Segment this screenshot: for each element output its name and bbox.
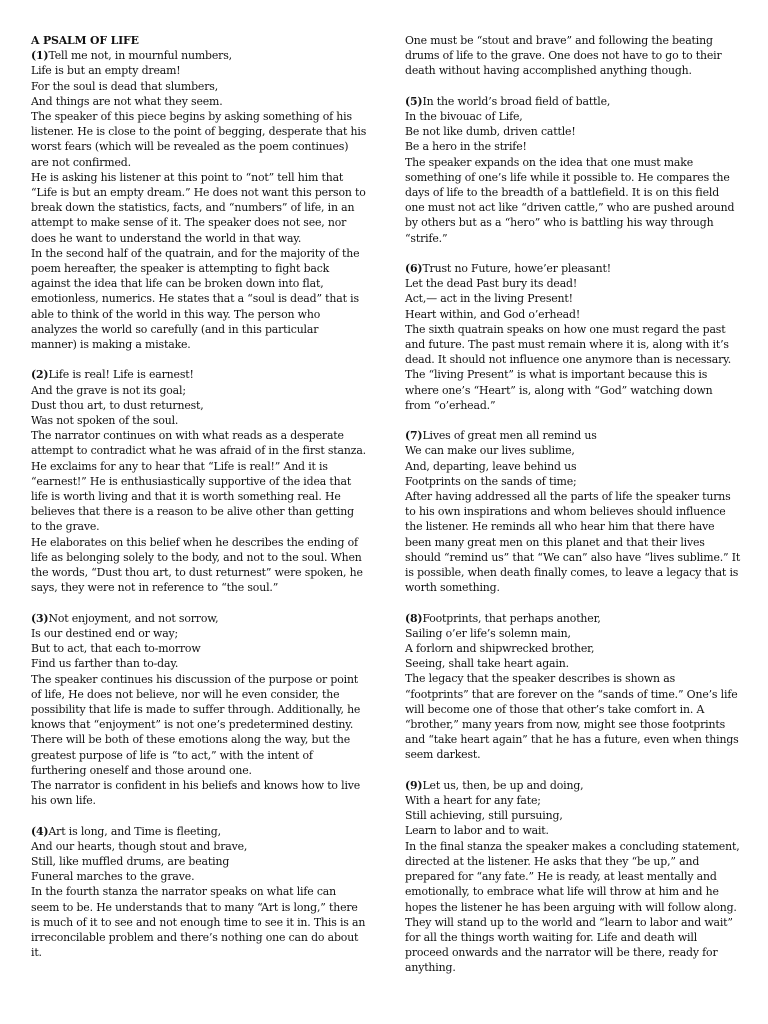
stanza-section — [31, 611, 367, 809]
verse-line — [405, 443, 741, 458]
stanza-number: (5) — [405, 94, 423, 108]
stanza-number: (4) — [31, 824, 49, 838]
verse-line — [405, 94, 741, 109]
verse-line — [31, 398, 367, 413]
verse-text: But to act, that each to-morrow — [31, 642, 201, 656]
commentary-paragraph: After having addressed all the parts of life the speaker turns to his own inspirations and whom believes should influence the listener. He reminds all who hear him that there have been many great men on this planet and that their lives should “remind us” that “We can” also have “lives sublime.” It is possible, when death finally comes, to leave a legacy that is worth something. — [405, 490, 741, 595]
verse-line — [31, 79, 367, 94]
verse-text: And the grave is not its goal; — [31, 383, 186, 397]
verse-text: Sailing o’er life’s solemn main, — [405, 626, 571, 640]
verse-text: Let the dead Past bury its dead! — [405, 277, 578, 291]
verse-line — [405, 611, 741, 626]
stanza-number: (1) — [31, 49, 49, 63]
commentary-paragraph: He elaborates on this belief when he describes the ending of life as belonging solely to the body, and not to the soul. When the words, “Dust thou art, to dust returnest” were spoken, he says, they were not in reference to “the soul.” — [31, 535, 363, 595]
stanza-section — [405, 33, 741, 79]
verse-line — [405, 307, 741, 322]
stanza-section — [31, 367, 367, 595]
verse-text: Be not like dumb, driven cattle! — [405, 125, 576, 139]
stanza-section — [405, 94, 741, 246]
verse-text: For the soul is dead that slumbers, — [31, 79, 219, 93]
stanza-section — [405, 428, 741, 595]
commentary-paragraph: One must be “stout and brave” and following the beating drums of life to the grave. One does not have to go to their death without having accomplished anything though. — [405, 34, 722, 78]
verse-line — [31, 824, 367, 839]
verse-text: Lives of great men all remind us — [422, 429, 597, 443]
commentary-paragraph: In the second half of the quatrain, and for the majority of the poem hereafter, the speaker is attempting to fight back against the idea that life can be broken down into flat, emotionless, numerics. He states that a “soul is dead” that is able to think of the world in this way. The person who analyzes the world so carefully (and in this particular manner) is making a mistake. — [31, 246, 360, 352]
verse-text: Life is but an empty dream! — [31, 64, 181, 78]
verse-text: Not enjoyment, and not sorrow, — [48, 611, 219, 625]
verse-text: A forlorn and shipwrecked brother, — [405, 642, 595, 656]
verse-line — [31, 48, 367, 63]
verse-line — [405, 109, 741, 124]
commentary-paragraph: The narrator continues on with what reads as a desperate attempt to contradict what he was afraid of in the first stanza. He exclaims for any to hear that “Life is real!” And it is “earnest!” He is enthusiastically supportive of the idea that life is worth living and that it is worth something real. He believes that there is a reason to be alive other than getting to the grave. — [31, 429, 366, 534]
stanza-number: (2) — [31, 368, 49, 382]
verse-line — [405, 641, 741, 656]
verse-text: Still achieving, still pursuing, — [405, 809, 563, 823]
verse-text: Heart within, and God o’erhead! — [405, 307, 581, 321]
verse-line — [31, 413, 367, 428]
verse-line — [31, 626, 367, 641]
document-title: A PSALM OF LIFE — [31, 34, 139, 47]
stanza-section — [405, 261, 741, 413]
verse-text: Life is real! Life is earnest! — [48, 368, 194, 382]
stanza-section — [405, 611, 741, 763]
stanza-number: (7) — [405, 429, 423, 443]
verse-line — [405, 428, 741, 443]
verse-line — [31, 854, 367, 869]
verse-line — [405, 139, 741, 154]
commentary-paragraph: In the fourth stanza the narrator speaks on what life can seem to be. He understands that to many “Art is long,” there is much of it to see and not enough time to see it in. This is an irreconcilable problem and there’s nothing one can do about it. — [31, 885, 366, 960]
verse-text: Was not spoken of the soul. — [31, 414, 179, 428]
verse-line — [405, 823, 741, 838]
commentary-paragraph: The legacy that the speaker describes is shown as “footprints” that are forever on the “sands of time.” One’s life will become one of those that other’s take comfort in. A “brother,” many years from now, might see those footprints and “take heart again” that he has a future, even when things seem darkest. — [405, 672, 739, 762]
verse-line — [405, 793, 741, 808]
stanza-section — [31, 824, 367, 961]
verse-line — [31, 641, 367, 656]
verse-text: And, departing, leave behind us — [405, 459, 577, 473]
verse-line — [405, 626, 741, 641]
verse-text: With a heart for any fate; — [405, 794, 541, 808]
verse-line — [405, 778, 741, 793]
verse-line — [31, 656, 367, 671]
stanza-number: (8) — [405, 611, 423, 625]
verse-text: And our hearts, though stout and brave, — [31, 839, 248, 853]
commentary-paragraph: In the final stanza the speaker makes a concluding statement, directed at the listener. He asks that they “be up,” and prepared for “any fate.” He is ready, at least mentally and emotionally, to embrace what life will throw at him and he hopes the listener he has been arguing with will follow along. They will stand up to the world and “learn to labor and wait” for all the things worth waiting for. Life and death will proceed onwards and the narrator will be there, ready for anything. — [405, 839, 740, 975]
commentary-paragraph: The speaker of this piece begins by asking something of his listener. He is close to the point of begging, desperate that his worst fears (which will be revealed as the poem continues) are not confirmed. — [31, 110, 367, 169]
verse-line — [31, 611, 367, 626]
verse-line — [31, 367, 367, 382]
commentary-paragraph: He is asking his listener at this point to “not” tell him that “Life is but an empty dream.” He does not want this person to break down the statistics, facts, and “numbers” of life, in an attempt to make sense of it. The speaker does not see, nor does he want to understand the world in that way. — [31, 170, 366, 245]
verse-text: Find us farther than to-day. — [31, 657, 179, 671]
verse-line — [31, 63, 367, 78]
verse-text: Still, like muffled drums, are beating — [31, 854, 230, 868]
verse-text: Trust no Future, howe’er pleasant! — [422, 262, 611, 276]
stanza-number: (6) — [405, 262, 423, 276]
verse-text: Funeral marches to the grave. — [31, 870, 195, 884]
verse-line — [405, 808, 741, 823]
verse-line — [405, 291, 741, 306]
verse-text: Footprints on the sands of time; — [405, 474, 577, 488]
verse-line — [31, 383, 367, 398]
commentary-paragraph: The narrator is confident in his beliefs and knows how to live his own life. — [31, 778, 361, 808]
verse-line — [405, 124, 741, 139]
verse-text: Seeing, shall take heart again. — [405, 657, 569, 671]
right-column — [405, 33, 741, 991]
verse-line — [405, 474, 741, 489]
verse-line — [31, 839, 367, 854]
verse-text: In the world’s broad field of battle, — [422, 94, 611, 108]
verse-line — [405, 261, 741, 276]
verse-text: Act,— act in the living Present! — [405, 292, 573, 306]
verse-text: In the bivouac of Life, — [405, 110, 523, 123]
verse-line — [405, 276, 741, 291]
verse-text: And things are not what they seem. — [31, 94, 223, 108]
verse-text: Let us, then, be up and doing, — [422, 778, 584, 792]
commentary-paragraph: The speaker continues his discussion of the purpose or point of life, He does not believe, nor will he even consider, the possibility that life is made to suffer through. Additionally, he knows that “enjoyment” is not one’s predetermined destiny. There will be both of these emotions along the way, but the greatest purpose of life is “to act,” with the intent of furthering oneself and those around one. — [31, 672, 361, 777]
commentary-paragraph: The speaker expands on the idea that one must make something of one’s life while it possible to. He compares the days of life to the breadth of a battlefield. It is on this field one must not act like “driven cattle,” who are pushed around by others but as a “hero” who is battling his way through “strife.” — [405, 155, 735, 245]
verse-text: Art is long, and Time is fleeting, — [48, 824, 221, 838]
verse-text: We can make our lives sublime, — [405, 444, 575, 458]
verse-text: Tell me not, in mournful numbers, — [48, 49, 232, 63]
verse-text: Is our destined end or way; — [31, 626, 179, 640]
verse-text: Dust thou art, to dust returnest, — [31, 398, 204, 412]
commentary-paragraph: The sixth quatrain speaks on how one must regard the past and future. The past must remain where it is, along with it’s dead. It should not influence one anymore than is necessary. The “living Present” is what is important because this is where one’s “Heart” is, along with “God” watching down from “o’erhead.” — [405, 322, 732, 412]
verse-line — [405, 656, 741, 671]
verse-text: Footprints, that perhaps another, — [422, 611, 601, 625]
verse-text: Be a hero in the strife! — [405, 140, 527, 154]
stanza-number: (3) — [31, 611, 49, 625]
verse-text: Learn to labor and to wait. — [405, 824, 549, 838]
verse-line — [31, 94, 367, 109]
stanza-section — [405, 778, 741, 976]
verse-line — [405, 459, 741, 474]
verse-line — [31, 869, 367, 884]
stanza-number: (9) — [405, 778, 423, 792]
stanza-section — [31, 48, 367, 352]
left-column — [31, 33, 367, 976]
